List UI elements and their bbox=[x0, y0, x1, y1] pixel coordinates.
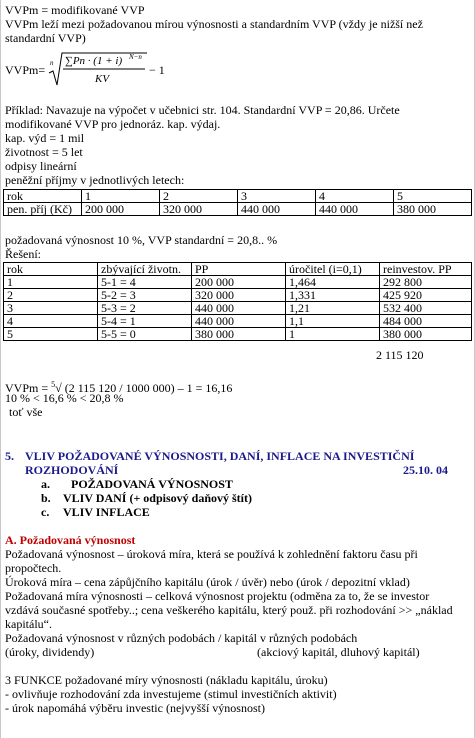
table-cell: 2 bbox=[160, 190, 238, 203]
table-total: 2 115 120 bbox=[376, 348, 424, 362]
section-a-line: kapitálu“. bbox=[5, 617, 52, 631]
section-5-title-cont: ROZHODOVÁNÍ bbox=[25, 463, 119, 477]
table-cell: 440 000 bbox=[192, 302, 286, 315]
table-cell: zbývající životn. bbox=[98, 263, 192, 276]
table-cell: 320 000 bbox=[192, 289, 286, 302]
table-cell: 1,21 bbox=[286, 302, 380, 315]
formula-root-index: n bbox=[50, 59, 54, 67]
table-cell: 200 000 bbox=[192, 276, 286, 289]
vvpm-formula bbox=[5, 49, 165, 89]
result-prefix: VVPm = bbox=[5, 381, 52, 395]
example-line-3: kap. výd = 1 mil bbox=[5, 131, 85, 145]
table-row bbox=[4, 276, 472, 289]
table-cell: 380 000 bbox=[380, 328, 472, 341]
table-cell: 440 000 bbox=[238, 203, 316, 216]
result-line-2: 10 % < 16,6 % < 20,8 % bbox=[5, 391, 124, 405]
table-row bbox=[4, 190, 472, 203]
table-cell: 1 bbox=[286, 328, 380, 341]
intro-line-3: standardní VVP) bbox=[5, 31, 86, 45]
table-cell: 380 000 bbox=[394, 203, 472, 216]
table-cell: 200 000 bbox=[82, 203, 160, 216]
table-cell: 425 920 bbox=[380, 289, 472, 302]
result-root-index: 5 bbox=[51, 380, 56, 389]
table-cell: 5-3 = 2 bbox=[98, 302, 192, 315]
table-row bbox=[4, 203, 472, 216]
table-cell: 2 bbox=[4, 289, 98, 302]
table-cell: 5 bbox=[394, 190, 472, 203]
table-cell: 440 000 bbox=[192, 315, 286, 328]
section-a-left-paren: (úroky, dividendy) bbox=[5, 645, 95, 659]
result-expression: √ (2 115 120 / 1000 000) – 1 = 16,16 bbox=[55, 381, 233, 395]
section-a-line: Úroková míra – cena zápůjčního kapitálu (úrok / úvěr) nebo (úrok / depozitní vklad) bbox=[5, 575, 410, 589]
list-item-b: VLIV DANÍ (+ odpisový daňový štít) bbox=[63, 491, 252, 505]
list-item-a-mark: a. bbox=[41, 477, 50, 491]
table-row bbox=[4, 289, 472, 302]
income-table bbox=[3, 189, 472, 216]
table-cell: 1,331 bbox=[286, 289, 380, 302]
table-cell: 1 bbox=[82, 190, 160, 203]
table-cell: PP bbox=[192, 263, 286, 276]
section-5-title: VLIV POŽADOVANÉ VÝNOSNOSTI, DANÍ, INFLACE NA INVESTIČNÍ bbox=[25, 449, 415, 463]
functions-item: - úrok napomáhá výběru investic (nejvyšší výnosnost) bbox=[5, 701, 265, 715]
functions-item: - ovlivňuje rozhodování zda investujeme (stimul investičních aktivit) bbox=[5, 687, 337, 701]
section-a-line: propočtech. bbox=[5, 561, 62, 575]
result-line-3: toť vše bbox=[9, 405, 43, 419]
formula-lhs: VVPm= bbox=[5, 63, 46, 77]
formula-numerator: ∑Pn · (1 + i) bbox=[65, 55, 123, 67]
table-cell: reinvestov. PP bbox=[380, 263, 472, 276]
example-line-1: Příklad: Navazuje na výpočet v učebnici str. 104. Standardní VVP = 20,86. Určete bbox=[5, 103, 400, 117]
intro-line-1: VVPm = modifikované VVP bbox=[5, 3, 145, 17]
table-row bbox=[4, 315, 472, 328]
table-cell: 5-5 = 0 bbox=[98, 328, 192, 341]
formula-exponent: N−n bbox=[129, 53, 142, 61]
formula-minus-one: − 1 bbox=[149, 63, 165, 77]
table-cell: 1 bbox=[4, 276, 98, 289]
table-row bbox=[4, 263, 472, 276]
table-cell: rok bbox=[4, 263, 98, 276]
section-a-line: Požadovaná výnosnost – úroková míra, která se používá k zohlednění faktoru času při bbox=[5, 547, 418, 561]
table-row bbox=[4, 328, 472, 341]
section-a-line: Požadovaná výnosnost v různých podobách / kapitál v různých podobách bbox=[5, 631, 358, 645]
list-item-b-mark: b. bbox=[41, 491, 51, 505]
list-item-c: VLIV INFLACE bbox=[63, 505, 150, 519]
section-5-date: 25.10. 04 bbox=[403, 463, 448, 477]
table-cell: 5 bbox=[4, 328, 98, 341]
example-line-2: modifikované VVP pro jednoráz. kap. výdaj. bbox=[5, 117, 221, 131]
example-line-5: odpisy lineární bbox=[5, 159, 77, 173]
list-item-a: POŽADOVANÁ VÝNOSNOST bbox=[71, 477, 233, 491]
table-cell: 1,464 bbox=[286, 276, 380, 289]
solution-table bbox=[3, 262, 472, 341]
table-cell: 4 bbox=[316, 190, 394, 203]
table-cell: 5-1 = 4 bbox=[98, 276, 192, 289]
table-cell: 292 800 bbox=[380, 276, 472, 289]
intro-line-2: VVPm leží mezi požadovanou mírou výnosnosti a standardním VVP (vždy je nižší než bbox=[5, 17, 423, 31]
solution-label: Řešení: bbox=[5, 247, 41, 261]
solution-requirement: požadovaná výnosnost 10 %, VVP standardní = 20,8.. % bbox=[5, 233, 278, 247]
section-a-heading: A. Požadovaná výnosnost bbox=[5, 533, 136, 547]
table-cell: úročitel (i=0,1) bbox=[286, 263, 380, 276]
table-row bbox=[4, 302, 472, 315]
table-cell: pen. příj (Kč) bbox=[4, 203, 82, 216]
example-line-4: životnost = 5 let bbox=[5, 145, 83, 159]
table-cell: 440 000 bbox=[316, 203, 394, 216]
table-cell: 484 000 bbox=[380, 315, 472, 328]
table-cell: 3 bbox=[4, 302, 98, 315]
table-cell: 5-2 = 3 bbox=[98, 289, 192, 302]
table-cell: 5-4 = 1 bbox=[98, 315, 192, 328]
table-cell: 532 400 bbox=[380, 302, 472, 315]
table-cell: 380 000 bbox=[192, 328, 286, 341]
table-cell: 320 000 bbox=[160, 203, 238, 216]
functions-title: 3 FUNKCE požadované míry výnosnosti (nákladu kapitálu, úroku) bbox=[5, 673, 328, 687]
example-line-6: peněžní příjmy v jednotlivých letech: bbox=[5, 173, 185, 187]
section-a-line: Požadovaná míra výnosnosti – celková výnosnost projektu (odměna za to, že se investor bbox=[5, 589, 430, 603]
section-5-number: 5. bbox=[5, 449, 14, 463]
section-a-line: vzdává současné spotřeby..; cena veškerého kapitálu, který použ. při rozhodování >> „náklad bbox=[5, 603, 453, 617]
table-cell: rok bbox=[4, 190, 82, 203]
section-a-right-paren: (akciový kapitál, dluhový kapitál) bbox=[257, 645, 420, 659]
list-item-c-mark: c. bbox=[41, 505, 50, 519]
formula-denominator: KV bbox=[95, 73, 110, 85]
table-cell: 4 bbox=[4, 315, 98, 328]
table-cell: 3 bbox=[238, 190, 316, 203]
table-cell: 1,1 bbox=[286, 315, 380, 328]
